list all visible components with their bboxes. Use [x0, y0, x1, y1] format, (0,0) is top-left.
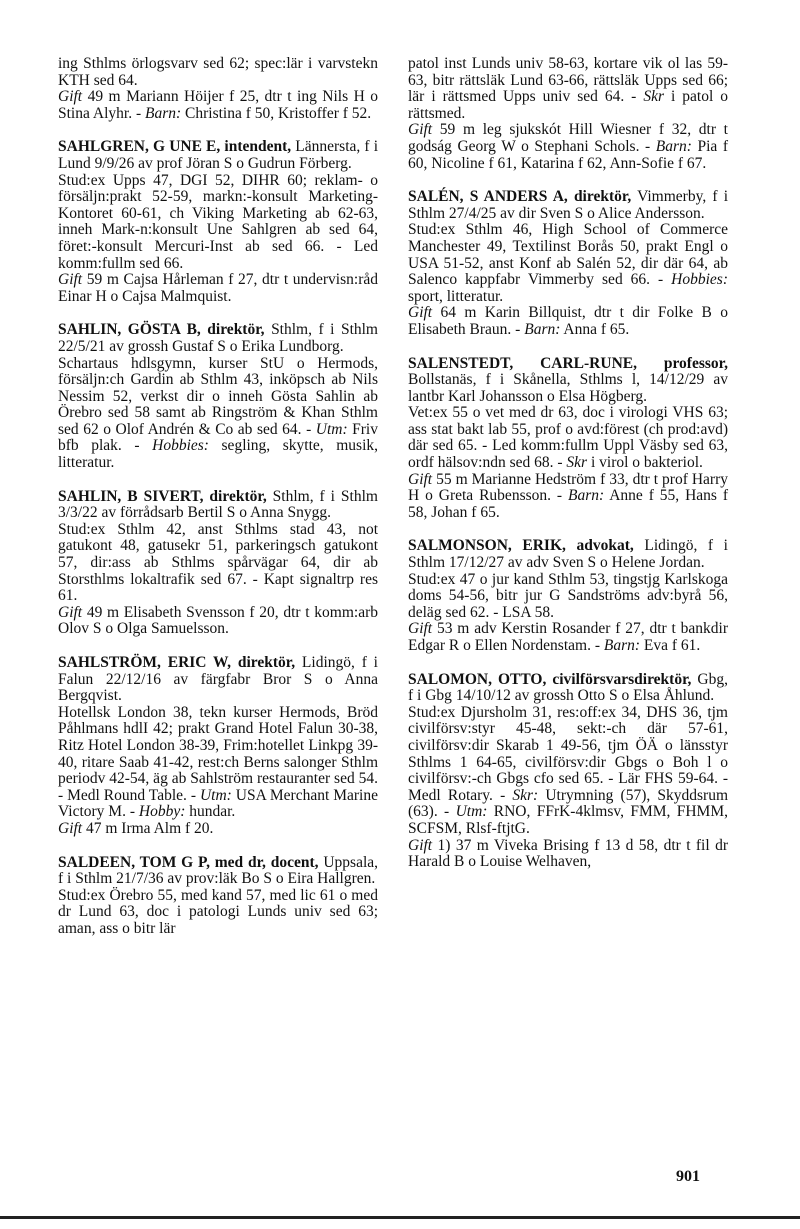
entry-text: Stud:ex 47 o jur kand Sthlm 53, tingstjg Karlskoga doms 54-56, bitr jur G Sandströms adv:byrå 56, deläg sed 62. - LSA 58. — [408, 570, 728, 621]
entry-paragraph — [408, 56, 728, 122]
entry-text: Friv bfb plak. - — [58, 420, 378, 455]
bottom-rule — [0, 1216, 800, 1219]
directory-entry — [408, 672, 728, 871]
field-label: Barn: — [144, 104, 182, 122]
entry-paragraph — [408, 305, 728, 338]
entry-text: Schartaus hdlsgymn, kurser StU o Hermods, försäljn:ch Gardin ab Sthlm 43, inköpsch ab Nils Nessim 52, verkst dir o inneh Gösta Sahlin ab Örebro sed 58 samt ab Ringström & Khan Sthlm sed 62 o Olof Andrén & Co ab sed 64. - — [58, 354, 378, 438]
field-label: Hobby: — [138, 803, 186, 821]
entry-text: Pia f 60, Nicoline f 61, Katarina f 62, Ann-Sofie f 67. — [408, 137, 728, 172]
entry-text: Lidingö, f i Falun 22/12/16 av färgfabr Bror S o Anna Bergqvist. — [58, 654, 378, 705]
entry-paragraph — [408, 122, 728, 172]
entry-paragraph — [58, 272, 378, 305]
entry-paragraph — [408, 705, 728, 838]
field-label: Skr: — [512, 786, 539, 804]
entry-text: 49 m Elisabeth Svensson f 20, dtr t komm:arb Olov S o Olga Samuelsson. — [58, 603, 378, 638]
entry-paragraph — [58, 821, 378, 838]
entry-paragraph — [58, 888, 378, 938]
marriage-label: Gift — [408, 470, 433, 488]
marriage-label: Gift — [58, 603, 83, 621]
entry-heading: SAHLIN, B SIVERT, direktör, — [58, 487, 267, 505]
entry-paragraph — [58, 855, 378, 888]
entry-text: Anne f 55, Hans f 58, Johan f 65. — [408, 487, 728, 521]
entry-text: 64 m Karin Billquist, dtr t dir Folke B o Elisabeth Braun. - — [408, 304, 728, 338]
entry-paragraph — [58, 705, 378, 821]
directory-entry — [408, 189, 728, 338]
field-label: Skr — [566, 454, 588, 472]
entry-text: 1) 37 m Viveka Brising f 13 d 58, dtr t fil dr Harald B o Louise Welhaven, — [408, 836, 728, 871]
entry-paragraph — [408, 356, 728, 406]
entry-text: Sthlm, f i Sthlm 22/5/21 av grossh Gustaf S o Erika Lundborg. — [58, 321, 378, 355]
entry-text: Hotellsk London 38, tekn kurser Hermods, Bröd Påhlmans hdlI 42; prakt Grand Hotel Falun 30-38, Ritz Hotel London 38-39, Frim:hotellet Linkpg 39-40, ritare Saab 41-42, rest:ch Berns salonger Sthlm periodv 42-54, äg ab Sahlström restauranter sed 54. - Medl Round Table. - — [58, 703, 378, 804]
entry-text: Stud:ex Örebro 55, med kand 57, med lic 61 o med dr Lund 63, doc i patologi Lunds univ sed 63; aman, ass o bitr lär — [58, 886, 378, 937]
directory-entry — [408, 56, 728, 172]
entry-text: Lidingö, f i Sthlm 17/12/27 av adv Sven S o Helene Jordan. — [408, 537, 728, 572]
marriage-label: Gift — [408, 304, 433, 322]
entry-paragraph — [408, 672, 728, 705]
field-label: Skr — [643, 88, 664, 106]
field-label: Barn: — [655, 137, 692, 155]
entry-paragraph — [408, 838, 728, 871]
entry-paragraph — [58, 356, 378, 472]
entry-text: Vimmerby, f i Sthlm 27/4/25 av dir Sven S o Alice Andersson. — [408, 188, 729, 222]
field-label: Utm: — [199, 786, 232, 804]
entry-text: hundar. — [185, 803, 236, 821]
entry-text: Lännersta, f i Lund 9/9/26 av prof Jöran S o Gudrun Förberg. — [58, 138, 379, 172]
marriage-label: Gift — [58, 88, 83, 106]
page-number: 901 — [676, 1168, 700, 1185]
entry-text: Stud:ex Sthlm 46, High School of Commerce Manchester 49, Textilinst Borås 50, prakt Engl o USA 51-52, anst Konf ab Salén 52, dir där 64, ab Salenco kappfabr Vimmerby sed 66. - — [408, 221, 728, 289]
entry-text: Sthlm, f i Sthlm 3/3/22 av förrådsarb Bertil S o Anna Snygg. — [58, 487, 378, 522]
entry-text: Gbg, f i Gbg 14/10/12 av grossh Otto S o Elsa Åhlund. — [408, 670, 728, 705]
entry-paragraph — [408, 189, 728, 222]
entry-paragraph — [58, 173, 378, 273]
entry-paragraph — [58, 605, 378, 638]
entry-text: Bollstanäs, f i Skånella, Sthlms l, 14/12/29 av lantbr Karl Johansson o Elsa Högberg. — [408, 371, 728, 405]
entry-text: Christina f 50, Kristoffer f 52. — [181, 104, 372, 122]
marriage-label: Gift — [408, 836, 433, 854]
entry-paragraph — [58, 139, 378, 172]
entry-text: i patol o rättsmed. — [408, 88, 728, 122]
field-label: Hobbies: — [671, 271, 728, 289]
entry-text: Stud:ex Djursholm 31, res:off:ex 34, DHS 36, tjm civilförsv:styr 45-48, sekt:-ch där 57-61, civilförsv:dir Skarab 1 49-56, tjm ÖÄ o länsstyr Sthlms 1 64-65, civilförsv:dir Gbgs o Boh l o civilförsv:-ch Gbgs cfo sed 65. - Lär FHS 59-64. - Medl Rotary. - — [408, 703, 728, 804]
entry-text: i virol o bakteriol. — [587, 454, 703, 472]
entry-paragraph — [408, 572, 728, 622]
entry-text: Eva f 61. — [640, 637, 701, 654]
right-column — [408, 56, 728, 888]
entry-text: Utrymning (57), Skyddsrum (63). - — [408, 786, 729, 821]
directory-entry — [58, 322, 378, 471]
entry-paragraph — [58, 89, 378, 122]
entry-paragraph — [408, 405, 728, 471]
entry-text: Stud:ex Upps 47, DGI 52, DIHR 60; reklam- o försäljn:prakt 52-59, markn:-konsult Marketing-Kontoret 60-61, ch Viking Marketing ab 62-63, inneh Mark-n:konsult Une Sahlgren ab sed 64, föret:-konsult Mercuri-Inst ab sed 66. - Led komm:fullm sed 66. — [58, 171, 378, 272]
entry-text: Uppsala, f i Sthlm 21/7/36 av prov:läk Bo S o Eira Hallgren. — [58, 853, 379, 888]
entry-text: 49 m Mariann Höijer f 25, dtr t ing Nils H o Stina Alyhr. - — [58, 88, 378, 122]
entry-text: 47 m Irma Alm f 20. — [82, 819, 214, 837]
entry-text: Vet:ex 55 o vet med dr 63, doc i virologi VHS 63; ass stat bakt lab 55, prof o avd:förest (ch prod:avd) där sed 65. - Led komm:fullm Uppl Väsby sed 63, ordf hälsov:ndn sed 68. - — [408, 404, 728, 472]
entry-text: 59 m leg sjukskót Hill Wiesner f 32, dtr t godság Georg W o Stephani Schols. - — [408, 121, 728, 155]
entry-heading: SAHLSTRÖM, ERIC W, direktör, — [58, 654, 296, 671]
directory-entry — [58, 56, 378, 122]
entry-text: patol inst Lunds univ 58-63, kortare vik ol las 59-63, bitr rättsläk Lund 63-66, rättsläk Upps sed 66; lär i rättsmed Upps univ sed 64. - — [408, 55, 728, 106]
entry-text: Stud:ex Sthlm 42, anst Sthlms stad 43, not gatukont 48, gatusekr 51, parkeringsch gatukont 57, dir:ass ab Sthlms spårvägar 64, dir ab Storsthlms lokaltrafik sed 67. - Kapt signaltrp res 61. — [58, 520, 378, 605]
directory-entry — [58, 489, 378, 638]
entry-heading: SALÉN, S ANDERS A, direktör, — [408, 188, 632, 206]
entry-text: USA Merchant Marine Victory M. - — [58, 786, 378, 821]
entry-heading: SALDEEN, TOM G P, med dr, docent, — [58, 853, 319, 871]
entry-text: 55 m Marianne Hedström f 33, dtr t prof Harry H o Greta Rubensson. - — [408, 470, 728, 505]
entry-paragraph — [58, 655, 378, 705]
entry-paragraph — [58, 322, 378, 355]
directory-entry — [408, 538, 728, 654]
entry-heading: SAHLIN, GÖSTA B, direktör, — [58, 321, 265, 339]
directory-entry — [58, 855, 378, 938]
entry-paragraph — [408, 621, 728, 654]
entry-text: ing Sthlms örlogsvarv sed 62; spec:lär i varvstekn KTH sed 64. — [58, 55, 378, 89]
field-label: Barn: — [568, 487, 605, 505]
entry-heading: SALENSTEDT, CARL-RUNE, professor, — [408, 354, 728, 372]
field-label: Barn: — [603, 637, 641, 654]
entry-heading: SAHLGREN, G UNE E, intendent, — [58, 138, 292, 156]
entry-text: sport, litteratur. — [408, 287, 504, 305]
field-label: Hobbies: — [152, 437, 209, 455]
entry-paragraph — [58, 56, 378, 89]
directory-entry — [408, 356, 728, 522]
entry-heading: SALMONSON, ERIK, advokat, — [408, 537, 634, 555]
field-label: Barn: — [524, 320, 561, 338]
field-label: Utm: — [315, 420, 348, 438]
directory-entry — [58, 655, 378, 838]
field-label: Utm: — [455, 803, 488, 821]
entry-text: segling, skytte, musik, litteratur. — [58, 437, 378, 472]
marriage-label: Gift — [408, 121, 433, 139]
left-column — [58, 56, 378, 955]
entry-text: 53 m adv Kerstin Rosander f 27, dtr t bankdir Edgar R o Ellen Nordenstam. - — [408, 620, 728, 654]
entry-paragraph — [408, 538, 728, 571]
entry-heading: SALOMON, OTTO, civilförsvarsdirektör, — [408, 670, 692, 688]
marriage-label: Gift — [408, 620, 433, 638]
entry-paragraph — [408, 222, 728, 305]
entry-paragraph — [408, 472, 728, 522]
entry-text: RNO, FFrK-4klmsv, FMM, FHMM, SCFSM, Rlsf-ftjtG. — [408, 803, 728, 837]
entry-paragraph — [58, 489, 378, 522]
entry-text: Anna f 65. — [560, 320, 630, 338]
entry-paragraph — [58, 522, 378, 605]
directory-entry — [58, 139, 378, 305]
marriage-label: Gift — [58, 271, 83, 289]
marriage-label: Gift — [58, 819, 83, 837]
entry-text: 59 m Cajsa Hårleman f 27, dtr t undervisn:råd Einar H o Cajsa Malmquist. — [58, 271, 378, 305]
